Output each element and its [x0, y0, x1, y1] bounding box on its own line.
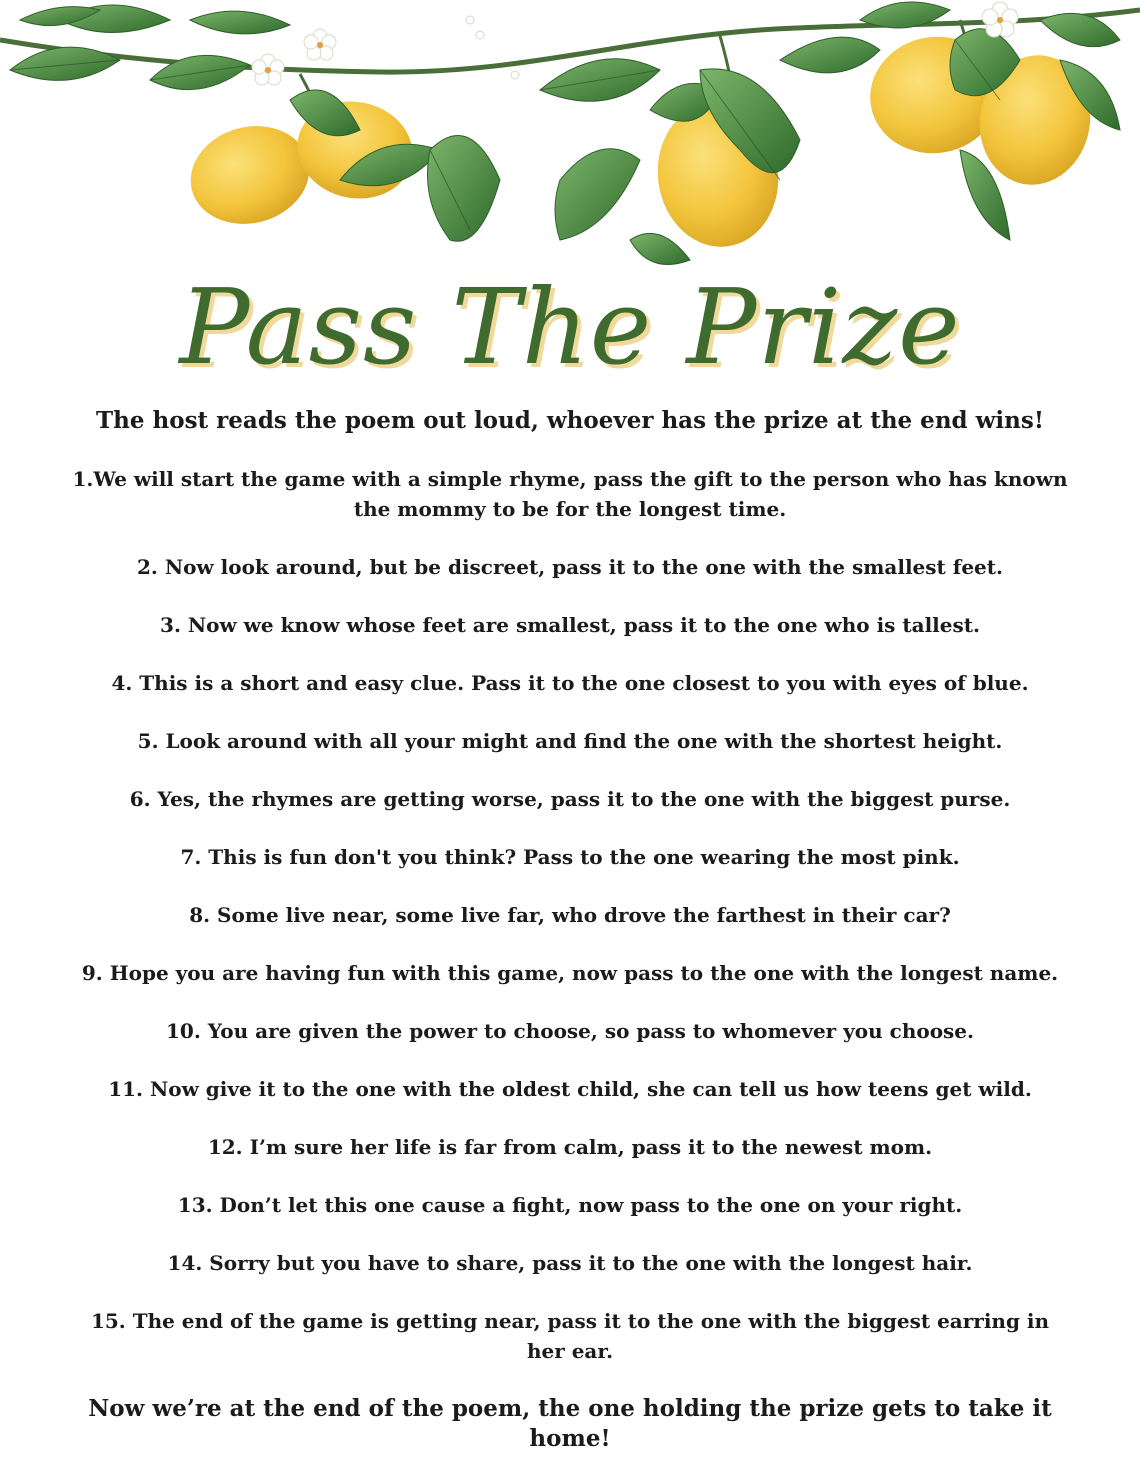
- verse-item: 14. Sorry but you have to share, pass it to the one with the longest hair.: [167, 1251, 973, 1275]
- intro-text: The host reads the poem out loud, whoever has the prize at the end wins!: [96, 407, 1044, 434]
- game-instructions: [70, 406, 1070, 1454]
- verse-item: 8. Some live near, some live far, who drove the farthest in their car?: [189, 903, 951, 927]
- verse-item: 9. Hope you are having fun with this game, now pass to the one with the longest name.: [81, 961, 1059, 985]
- verse-item: 11. Now give it to the one with the oldest child, she can tell us how teens get wild.: [108, 1077, 1032, 1101]
- verse-item: 2. Now look around, but be discreet, pass it to the one with the smallest feet.: [137, 555, 1003, 579]
- verse-item: 12. I’m sure her life is far from calm, pass it to the newest mom.: [207, 1135, 933, 1159]
- closing-text: Now we’re at the end of the poem, the one holding the prize gets to take it home!: [88, 1395, 1052, 1452]
- lemon-branch-garland-icon: [0, 0, 1140, 280]
- poem-verses: [70, 464, 1070, 1366]
- verse-item: 3. Now we know whose feet are smallest, pass it to the one who is tallest.: [160, 613, 980, 637]
- verse-item: 5. Look around with all your might and find the one with the shortest height.: [137, 729, 1003, 753]
- page-title: Pass The Prize: [179, 266, 961, 388]
- verse-item: 10. You are given the power to choose, so pass to whomever you choose.: [165, 1019, 974, 1043]
- verse-item: 6. Yes, the rhymes are getting worse, pass it to the one with the biggest purse.: [129, 787, 1011, 811]
- verse-item: 4. This is a short and easy clue. Pass it to the one closest to you with eyes of blue.: [111, 671, 1029, 695]
- verse-item: 7. This is fun don't you think? Pass to the one wearing the most pink.: [180, 845, 960, 869]
- verse-item: 1.We will start the game with a simple rhyme, pass the gift to the person who has known the mommy to be for the longest time.: [72, 467, 1068, 521]
- verse-item: 13. Don’t let this one cause a fight, now pass to the one on your right.: [177, 1193, 963, 1217]
- verse-item: 15. The end of the game is getting near, pass it to the one with the biggest earring in her ear.: [90, 1309, 1050, 1363]
